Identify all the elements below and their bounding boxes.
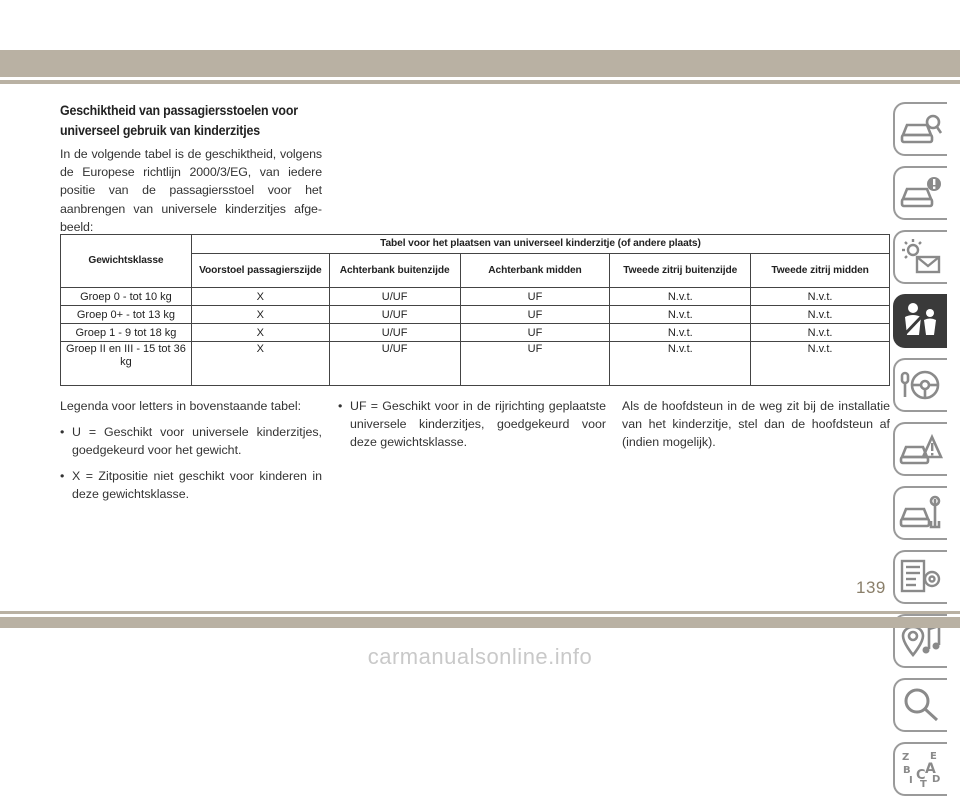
legend-column-3 bbox=[622, 397, 890, 460]
heading-line-2: universeel gebruik van kinderzitjes bbox=[60, 123, 260, 138]
placement-group-header: Tabel voor het plaatsen van universeel kinderzitje (of andere plaats) bbox=[191, 235, 889, 254]
group-cell: Groep 1 - 9 tot 18 kg bbox=[61, 324, 192, 342]
page-number: 139 bbox=[856, 578, 886, 597]
index-letter: C bbox=[916, 768, 926, 783]
col-header-second-row-middle: Tweede zitrij midden bbox=[751, 254, 890, 288]
legend-column-2 bbox=[338, 397, 606, 459]
warning-light-mail-icon bbox=[899, 237, 943, 277]
index-letter: B bbox=[903, 765, 911, 776]
table-cell: U/UF bbox=[329, 342, 460, 386]
child-seat-compatibility-table bbox=[60, 234, 890, 386]
table-cell: X bbox=[191, 342, 329, 386]
watermark: carmanualsonline.info bbox=[367, 644, 593, 669]
top-decorative-band bbox=[0, 50, 960, 77]
table-cell: N.v.t. bbox=[751, 324, 890, 342]
section-heading bbox=[60, 101, 318, 141]
table-row bbox=[61, 324, 890, 342]
table-cell: UF bbox=[460, 306, 610, 324]
col-header-rear-outer: Achterbank buitenzijde bbox=[329, 254, 460, 288]
list-gear-icon bbox=[899, 557, 943, 597]
index-letter: A bbox=[925, 761, 936, 777]
legend-text: U = Geschikt voor universele kinderzitjes, goedgekeurd voor het gewicht. bbox=[72, 425, 322, 458]
table-cell: X bbox=[191, 288, 329, 306]
nav-tab-safety[interactable] bbox=[893, 294, 947, 348]
bullet-mark: • bbox=[60, 468, 65, 483]
heading-line-1: Geschiktheid van passagiersstoelen voor bbox=[60, 103, 298, 118]
table-cell: N.v.t. bbox=[751, 288, 890, 306]
table-cell: U/UF bbox=[329, 288, 460, 306]
col-header-front-passenger: Voorstoel passagierszijde bbox=[191, 254, 329, 288]
legend-text: UF = Geschikt voor in de rijrichting geplaatste universele kinderzitjes, goedgekeurd voor deze gewichtsklasse. bbox=[350, 399, 606, 450]
intro-paragraph: In de volgende tabel is de geschiktheid, volgens de Europese richtlijn 2000/3/EG, van iedere positie van de passagiersstoel voor het aanbrengen van universele kinderzitjes afgebeeld: bbox=[60, 147, 322, 234]
table-cell: UF bbox=[460, 342, 610, 386]
group-cell: Groep 0+ - tot 13 kg bbox=[61, 306, 192, 324]
nav-tab-car-info[interactable] bbox=[893, 166, 947, 220]
legend-item-uf bbox=[338, 397, 606, 452]
magnifier-icon bbox=[899, 685, 943, 725]
nav-tab-index[interactable] bbox=[893, 742, 947, 796]
car-warning-icon bbox=[899, 429, 943, 469]
legend-column-1 bbox=[60, 397, 322, 510]
index-letter: T bbox=[920, 779, 927, 790]
bottom-decorative-band bbox=[0, 617, 960, 628]
legend-intro: Legenda voor letters in bovenstaande tabel: bbox=[60, 399, 302, 413]
table-cell: UF bbox=[460, 288, 610, 306]
car-search-icon bbox=[899, 109, 943, 149]
table-cell: UF bbox=[460, 324, 610, 342]
weight-class-header: Gewichtsklasse bbox=[61, 235, 192, 288]
chapter-side-nav bbox=[893, 102, 947, 806]
table-row bbox=[61, 342, 890, 386]
table-row bbox=[61, 306, 890, 324]
table-cell: N.v.t. bbox=[610, 324, 751, 342]
car-tools-icon bbox=[899, 493, 943, 533]
table-cell: U/UF bbox=[329, 306, 460, 324]
car-info-icon bbox=[899, 173, 943, 213]
steering-key-icon bbox=[899, 365, 943, 405]
legend-item-u bbox=[60, 423, 322, 459]
nav-tab-emergency[interactable] bbox=[893, 422, 947, 476]
table-cell: N.v.t. bbox=[751, 306, 890, 324]
index-letter: D bbox=[932, 774, 941, 785]
table-cell: X bbox=[191, 324, 329, 342]
table-cell: N.v.t. bbox=[610, 288, 751, 306]
table-cell: N.v.t. bbox=[610, 306, 751, 324]
top-decorative-line bbox=[0, 80, 960, 84]
col-header-second-row-outer: Tweede zitrij buitenzijde bbox=[610, 254, 751, 288]
nav-tab-car-search[interactable] bbox=[893, 102, 947, 156]
bullet-mark: • bbox=[60, 425, 65, 440]
nav-tab-starting-driving[interactable] bbox=[893, 358, 947, 412]
bullet-mark: • bbox=[338, 399, 343, 413]
index-letter: Z bbox=[902, 752, 910, 763]
nav-tab-service[interactable] bbox=[893, 486, 947, 540]
alphabet-index-icon bbox=[899, 749, 943, 789]
safety-seatbelt-icon bbox=[899, 301, 943, 341]
bottom-decorative-line bbox=[0, 611, 960, 614]
headrest-note: Als de hoofdsteun in de weg zit bij de installatie van het kinderzitje, stel dan de hoofdsteun af (indien mogelijk). bbox=[622, 399, 890, 450]
legend-item-x bbox=[60, 467, 322, 503]
index-letter: E bbox=[930, 751, 937, 762]
table-row bbox=[61, 288, 890, 306]
table-cell: U/UF bbox=[329, 324, 460, 342]
legend-text: X = Zitpositie niet geschikt voor kinderen in deze gewichtsklasse. bbox=[72, 468, 322, 501]
nav-tab-customer-help[interactable] bbox=[893, 678, 947, 732]
nav-tab-specifications[interactable] bbox=[893, 550, 947, 604]
nav-tab-warning-lights[interactable] bbox=[893, 230, 947, 284]
group-cell: Groep 0 - tot 10 kg bbox=[61, 288, 192, 306]
table-cell: X bbox=[191, 306, 329, 324]
table-cell: N.v.t. bbox=[610, 342, 751, 386]
col-header-rear-middle: Achterbank midden bbox=[460, 254, 610, 288]
group-cell: Groep II en III - 15 tot 36 kg bbox=[61, 342, 192, 386]
table-cell: N.v.t. bbox=[751, 342, 890, 386]
index-letter: I bbox=[909, 775, 913, 786]
